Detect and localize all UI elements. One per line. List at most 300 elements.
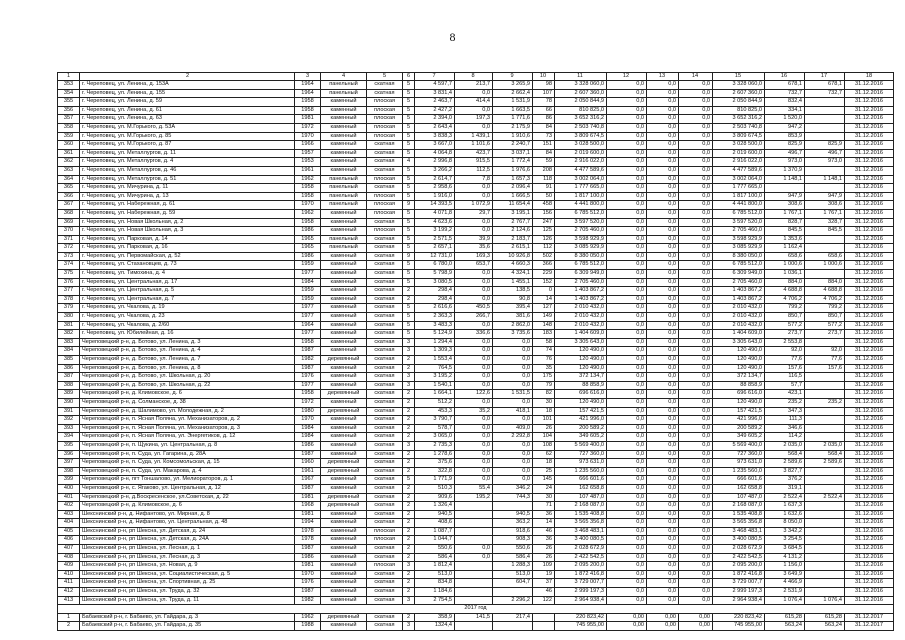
table-cell: 0,0 [679, 536, 713, 545]
table-cell: 1 235 560,0 [713, 467, 765, 476]
table-cell: 1 072,9 [455, 201, 493, 210]
table-cell: 3 [403, 441, 415, 450]
table-cell: 5 [403, 270, 415, 279]
table-cell: 947,2 [765, 123, 805, 132]
table-cell: 0,0 [455, 373, 493, 382]
table-cell: 1 767,1 [765, 209, 805, 218]
table-cell: 2 [403, 459, 415, 468]
table-cell: 2 616,6 [415, 304, 455, 313]
table-row [58, 570, 894, 579]
table-row [58, 373, 894, 382]
table-cell: 5 [403, 149, 415, 158]
table-cell: 1 520,0 [765, 115, 805, 124]
table-cell: 374 [58, 261, 80, 270]
table-cell: 141,5 [455, 613, 493, 622]
table-cell: скатная [367, 261, 403, 270]
table-cell: каменный [321, 364, 367, 373]
table-cell [455, 579, 493, 588]
table-cell: 4 706,2 [805, 295, 845, 304]
table-cell: 1 663,5 [493, 106, 533, 115]
table-cell: 3 085 929,9 [555, 244, 607, 253]
table-cell: 0,0 [455, 278, 493, 287]
table-cell: г. Череповец, ул. Металлургов, д. 11 [80, 149, 295, 158]
table-cell: 1958 [295, 184, 321, 193]
table-cell [533, 622, 555, 631]
table-cell: 104 [533, 433, 555, 442]
table-cell: деревянный [321, 459, 367, 468]
table-cell: 0,0 [679, 141, 713, 150]
table-cell: 3 729 007,7 [713, 579, 765, 588]
table-cell: 3 265,9 [493, 81, 533, 90]
table-cell: 0,0 [679, 356, 713, 365]
table-cell: 31.12.2016 [845, 364, 894, 373]
table-cell: 5 [403, 192, 415, 201]
table-cell: 615,28 [805, 613, 845, 622]
table-cell: 1982 [295, 356, 321, 365]
table-cell: 4 466,9 [765, 579, 805, 588]
table-cell: 14 [533, 295, 555, 304]
table-cell: 0,0 [679, 287, 713, 296]
table-cell: 1 767,1 [805, 209, 845, 218]
table-cell: 9 [493, 73, 533, 81]
table-cell: 145 [533, 476, 555, 485]
table-cell: 378 [58, 295, 80, 304]
table-cell: 0,0 [455, 227, 493, 236]
table-cell: плоская [367, 192, 403, 201]
table-cell: 31.12.2016 [845, 536, 894, 545]
table-cell: 372 134,7 [713, 373, 765, 382]
table-cell: 0,0 [647, 115, 679, 124]
table-cell: 31.12.2016 [845, 570, 894, 579]
table-cell: 360 [58, 141, 80, 150]
table-cell: 1 771,9 [415, 476, 455, 485]
table-cell [805, 510, 845, 519]
table-cell: 696 616,0 [555, 390, 607, 399]
table-cell: 940,5 [493, 510, 533, 519]
table-cell: 810 825,0 [555, 106, 607, 115]
table-cell: Шекснинский р-н, рп Шексна, ул. Труда, д. 11 [80, 596, 295, 605]
table-cell: 3 667,0 [415, 141, 455, 150]
table-cell: 0,0 [493, 373, 533, 382]
table-cell: 2 705 460,0 [713, 227, 765, 236]
table-cell: 0,0 [647, 149, 679, 158]
table-cell: 2 010 432,0 [555, 313, 607, 322]
table-cell: скатная [367, 304, 403, 313]
table-cell: 0,0 [607, 278, 647, 287]
table-cell: 423,7 [455, 149, 493, 158]
table-cell: 2 [403, 588, 415, 597]
table-cell: Шекснинский р-н, рп Шексна, ул. Детская, д. 24 [80, 527, 295, 536]
table-cell: скатная [367, 235, 403, 244]
table-cell: 0,0 [455, 270, 493, 279]
table-cell: 37 [533, 579, 555, 588]
table-cell: Череповецкий р-н, п. Суда, ул. Макарова, д. 4 [80, 467, 295, 476]
table-cell: 1970 [295, 570, 321, 579]
table-cell: 0,0 [455, 545, 493, 554]
table-cell: 0,0 [607, 596, 647, 605]
table-cell: 3 199,2 [415, 227, 455, 236]
table-cell: 834,8 [415, 579, 455, 588]
table-cell: 358 [58, 123, 80, 132]
table-cell: 31.12.2016 [845, 459, 894, 468]
table-cell: 0,0 [493, 338, 533, 347]
table-cell: 0,0 [647, 596, 679, 605]
table-cell: 217,4 [493, 613, 533, 622]
table-cell: 578,7 [415, 424, 455, 433]
table-cell: Череповецкий р-н, п. Суда, ул. Гагарина, д. 28А [80, 450, 295, 459]
table-cell: Череповецкий р-н, с. Ягаково, ул. Центральная, д. 12 [80, 484, 295, 493]
table-cell: 2 028 672,9 [555, 545, 607, 554]
table-cell: 850,7 [805, 313, 845, 322]
table-cell: 1987 [295, 545, 321, 554]
table-cell: 2 916 022,0 [713, 158, 765, 167]
table-cell: каменный [321, 313, 367, 322]
table-cell: 0,0 [679, 424, 713, 433]
table-cell: 396 [58, 450, 80, 459]
table-cell: 157,6 [805, 364, 845, 373]
table-cell: 0,0 [607, 287, 647, 296]
table-cell: скатная [367, 622, 403, 631]
table-cell: 308,6 [765, 201, 805, 210]
table-cell: 1958 [295, 338, 321, 347]
table-cell: г. Череповец, ул. Металлургов, д. 51 [80, 175, 295, 184]
table-row [58, 613, 894, 622]
table-cell: 2 168 087,0 [713, 502, 765, 511]
table-cell: 2 [403, 570, 415, 579]
table-cell: 2 [403, 545, 415, 554]
table-cell: 0,0 [455, 416, 493, 425]
table-cell: 510,3 [415, 484, 455, 493]
table-cell: каменный [321, 545, 367, 554]
table-cell: 550,6 [415, 545, 455, 554]
table-cell: 195,2 [455, 493, 493, 502]
table-cell: скатная [367, 218, 403, 227]
table-cell [805, 416, 845, 425]
table-cell: 376 [58, 278, 80, 287]
table-cell: 0,0 [647, 278, 679, 287]
table-cell: 411 [58, 579, 80, 588]
table-cell: каменный [321, 484, 367, 493]
table-cell: 0,0 [455, 364, 493, 373]
table-cell: 947,9 [765, 192, 805, 201]
table-cell: 0,0 [647, 347, 679, 356]
table-row [58, 209, 894, 218]
table-cell: 0,0 [679, 562, 713, 571]
table-cell: 0,0 [647, 304, 679, 313]
table-cell: скатная [367, 149, 403, 158]
table-cell: 31.12.2016 [845, 553, 894, 562]
table-cell [455, 510, 493, 519]
table-cell: 1 777 665,0 [713, 184, 765, 193]
table-cell [805, 132, 845, 141]
table-cell: 2 [403, 527, 415, 536]
table-cell: 8 050,0 [765, 519, 805, 528]
table-cell: каменный [321, 115, 367, 124]
table-cell: деревянный [321, 493, 367, 502]
table-cell [805, 502, 845, 511]
table-cell: 2 363,3 [415, 313, 455, 322]
table-cell: 0,0 [607, 261, 647, 270]
table-cell: 2 [403, 398, 415, 407]
table-cell: 31.12.2016 [845, 562, 894, 571]
table-cell: 363 [58, 166, 80, 175]
table-cell: 5 [403, 218, 415, 227]
table-cell: 382 [58, 330, 80, 339]
table-cell: 1987 [295, 364, 321, 373]
table-cell: 1 976,6 [493, 166, 533, 175]
table-cell: 3 305 643,0 [713, 338, 765, 347]
table-cell: 2 427,2 [415, 106, 455, 115]
table-cell: 31.12.2016 [845, 502, 894, 511]
table-cell [805, 433, 845, 442]
table-cell: 550,6 [493, 545, 533, 554]
table-cell: 1 664,1 [415, 390, 455, 399]
table-cell: 0,0 [607, 218, 647, 227]
table-cell: 0,0 [607, 132, 647, 141]
table-cell: 6 309 949,0 [713, 270, 765, 279]
table-row [58, 252, 894, 261]
table-cell: 77,6 [765, 356, 805, 365]
table-cell: 120 490,0 [555, 356, 607, 365]
table-cell: 1988 [295, 622, 321, 631]
table-cell: 0,0 [647, 424, 679, 433]
table-cell: 884,0 [805, 278, 845, 287]
table-cell: 18 [845, 73, 894, 81]
table-cell [805, 270, 845, 279]
table-cell: 200 589,2 [555, 424, 607, 433]
table-cell: 658,6 [805, 252, 845, 261]
table-cell: 3 [403, 562, 415, 571]
table-cell [455, 588, 493, 597]
table-cell: плоская [367, 132, 403, 141]
table-cell: каменный [321, 261, 367, 270]
table-cell: 4 597,7 [415, 81, 455, 90]
table-row [58, 588, 894, 597]
table-cell: 3 [403, 381, 415, 390]
table-cell [455, 622, 493, 631]
table-cell: 0,0 [493, 441, 533, 450]
table-cell: 0,0 [679, 450, 713, 459]
table-cell: 369 [58, 218, 80, 227]
table-cell: г. Череповец, ул. Мичурина, д. 13 [80, 192, 295, 201]
table-cell: 31.12.2016 [845, 510, 894, 519]
table-cell: 0,0 [607, 510, 647, 519]
table-cell: 418,1 [493, 407, 533, 416]
table-cell: 393 [58, 424, 80, 433]
table-cell: 0,00 [647, 613, 679, 622]
table-cell: 385 [58, 356, 80, 365]
table-cell: 2 [403, 493, 415, 502]
table-cell: 0,0 [607, 235, 647, 244]
table-cell: 347,3 [765, 407, 805, 416]
table-row [58, 270, 894, 279]
table-cell: 5 [403, 89, 415, 98]
table-cell: 31.12.2016 [845, 287, 894, 296]
table-cell: 1 439,1 [455, 132, 493, 141]
table-cell: 86 [533, 115, 555, 124]
table-cell: 0,0 [679, 192, 713, 201]
table-cell: 4 064,8 [415, 149, 455, 158]
table-cell: 0,0 [679, 218, 713, 227]
table-cell: 799,2 [805, 304, 845, 313]
table-cell: скатная [367, 570, 403, 579]
table-cell: 120 490,0 [713, 364, 765, 373]
table-cell: 1972 [295, 123, 321, 132]
table-cell: каменный [321, 373, 367, 382]
table-cell: 2 615,1 [493, 244, 533, 253]
table-cell: 0,0 [647, 244, 679, 253]
table-cell: 3 598 929,9 [555, 235, 607, 244]
table-row [58, 502, 894, 511]
table-cell: Бабаевский р-н, г. Бабаево, ул. Гайдара, д. 3 [80, 613, 295, 622]
table-cell: скатная [367, 441, 403, 450]
table-cell: 273,7 [765, 330, 805, 339]
table-cell: г. Череповец, ул. Парковая, д. 16 [80, 244, 295, 253]
table-row [58, 81, 894, 90]
table-cell: 0,0 [647, 536, 679, 545]
table-cell: 3 080,5 [415, 278, 455, 287]
table-cell: 6 785 512,0 [713, 261, 765, 270]
table-cell: 0,0 [607, 192, 647, 201]
table-cell: 1977 [295, 381, 321, 390]
table-cell: 2 [80, 73, 295, 81]
table-cell: 0,0 [679, 493, 713, 502]
table-cell: 0,0 [679, 433, 713, 442]
table-cell: 183 [533, 330, 555, 339]
table-cell: 0,0 [607, 201, 647, 210]
table-cell: 398 [58, 467, 80, 476]
table-cell: 370 [58, 227, 80, 236]
table-cell: скатная [367, 519, 403, 528]
table-cell: 2 050 844,9 [713, 98, 765, 107]
table-cell: 1976 [295, 579, 321, 588]
table-cell [805, 476, 845, 485]
table-cell: 31.12.2016 [845, 545, 894, 554]
table-cell: каменный [321, 441, 367, 450]
table-cell: 31.12.2016 [845, 579, 894, 588]
table-cell [455, 596, 493, 605]
table-cell: 31.12.2017 [845, 613, 894, 622]
table-cell: 31.12.2016 [845, 184, 894, 193]
table-cell: 200 589,2 [713, 424, 765, 433]
table-cell: г. Череповец, ул. Набережная, д. 61 [80, 201, 295, 210]
table-cell: 1 [58, 73, 80, 81]
table-cell: 1962 [295, 209, 321, 218]
table-cell: 359 [58, 132, 80, 141]
table-cell: 334,1 [765, 106, 805, 115]
table-row [58, 562, 894, 571]
table-cell: 91 [533, 184, 555, 193]
table-cell: 3 [403, 596, 415, 605]
table-cell: 122 [533, 596, 555, 605]
table-cell: 26 [533, 553, 555, 562]
table-cell: 0,0 [607, 562, 647, 571]
table-cell: 50 [533, 192, 555, 201]
table-cell: Шекснинский р-н, рп Шексна, ул. Новая, д. 9 [80, 562, 295, 571]
table-cell: 31.12.2016 [845, 227, 894, 236]
table-cell: 1 540,1 [415, 381, 455, 390]
table-cell: 76 [533, 356, 555, 365]
table-cell: г. Череповец, ул. Ленина, д. 59 [80, 98, 295, 107]
table-cell: 31.12.2016 [845, 252, 894, 261]
table-cell: плоская [367, 106, 403, 115]
table-cell: 3 400 080,5 [555, 536, 607, 545]
table-cell: 1 916,0 [415, 192, 455, 201]
table-cell: каменный [321, 347, 367, 356]
table-cell: 8 [455, 73, 493, 81]
table-cell: 0,0 [647, 287, 679, 296]
table-cell: 732,7 [765, 89, 805, 98]
table-cell: 399 [58, 476, 80, 485]
table-cell: 2 607 360,0 [555, 89, 607, 98]
table-cell: 0,0 [647, 270, 679, 279]
table-cell: 0,0 [679, 459, 713, 468]
table-cell: 5 [403, 106, 415, 115]
table-cell: 31.12.2016 [845, 278, 894, 287]
table-cell: Череповецкий р-н, пгт Тоншалово, ул. Мелиораторов, д. 1 [80, 476, 295, 485]
table-cell: 2 531,9 [765, 588, 805, 597]
table-cell: 1987 [295, 450, 321, 459]
table-cell: 2 010 432,0 [555, 321, 607, 330]
table-cell: 6 309 949,0 [555, 270, 607, 279]
table-cell: 403 [58, 510, 80, 519]
table-cell: скатная [367, 295, 403, 304]
table-cell: 0,0 [679, 330, 713, 339]
table-cell: скатная [367, 381, 403, 390]
table-cell: 1976 [295, 373, 321, 382]
table-cell: 0,0 [647, 330, 679, 339]
table-cell: 273,7 [805, 330, 845, 339]
table-cell: 379 [58, 304, 80, 313]
table-cell: 1984 [295, 424, 321, 433]
table-cell: 2 503 740,8 [555, 123, 607, 132]
table-cell: 1 777 665,0 [555, 184, 607, 193]
table-cell: 2 916 022,0 [555, 158, 607, 167]
table-cell: 355 [58, 98, 80, 107]
table-cell: 568,4 [805, 450, 845, 459]
table-cell: 4 [321, 73, 367, 81]
table-cell: каменный [321, 338, 367, 347]
table-cell: Череповецкий р-н, п. Ясная Поляна, ул. Механизаторов, д. 3 [80, 424, 295, 433]
table-cell: 6 785 512,0 [555, 209, 607, 218]
table-cell: 35,6 [455, 244, 493, 253]
table-cell: 918,6 [493, 527, 533, 536]
table-cell: 845,5 [805, 227, 845, 236]
table-cell: 5 [403, 304, 415, 313]
table-cell: 2 [403, 287, 415, 296]
table-cell: 1 404 609,0 [555, 330, 607, 339]
table-cell: 1 148,1 [765, 175, 805, 184]
table-cell: деревянный [321, 613, 367, 622]
table-cell: 3 565 356,8 [555, 519, 607, 528]
table-cell: 0,0 [607, 424, 647, 433]
table-cell: 1 370,9 [765, 166, 805, 175]
table-cell: 24 [533, 484, 555, 493]
table-cell: 118 [533, 175, 555, 184]
table-cell: 2 095 200,0 [713, 562, 765, 571]
table-cell: 1970 [295, 201, 321, 210]
table-cell: г. Череповец, ул. Парковая, д. 14 [80, 235, 295, 244]
table-cell [805, 545, 845, 554]
table-cell: 2 292,8 [493, 433, 533, 442]
table-cell: 31.12.2016 [845, 244, 894, 253]
table-cell: 1 288,3 [493, 562, 533, 571]
table-cell: 31.12.2016 [845, 424, 894, 433]
table-cell: 0,0 [679, 553, 713, 562]
table-cell: скатная [367, 398, 403, 407]
table-cell: 1 666,5 [493, 192, 533, 201]
table-cell: 0,0 [647, 313, 679, 322]
